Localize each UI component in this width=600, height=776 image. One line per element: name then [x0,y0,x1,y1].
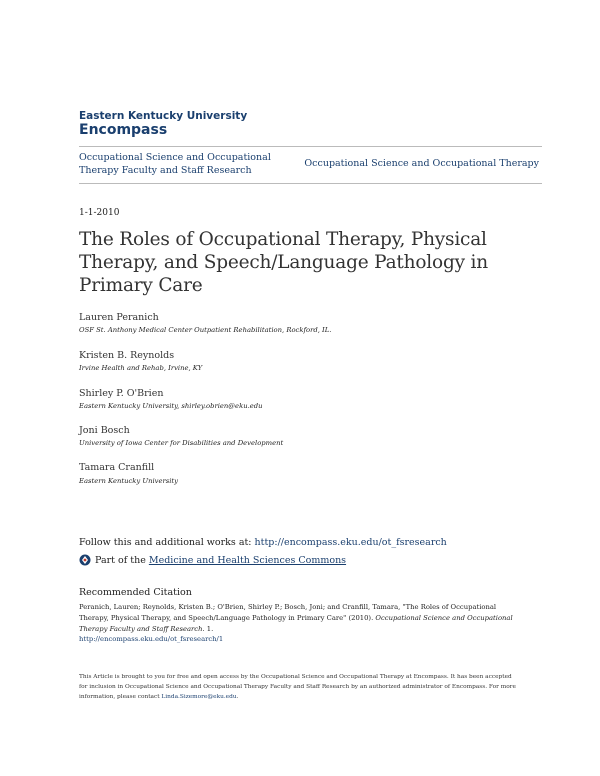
author-affiliation: Eastern Kentucky University, shirley.obrien@eku.edu [79,402,263,410]
collection-bar [79,146,542,184]
part-of-text: Part of the [95,554,146,566]
publication-date: 1-1-2010 [79,208,120,218]
article-title: The Roles of Occupational Therapy, Physical Therapy, and Speech/Language Pathology in Primary Care [79,229,488,296]
author-name: Joni Bosch [79,425,130,436]
commons-link[interactable]: Medicine and Health Sciences Commons [148,554,347,566]
author-affiliation: Eastern Kentucky University [79,477,178,485]
author-name: Kristen B. Reynolds [79,350,175,361]
citation-series: Occupational Science and Occupational Therapy Faculty and Staff Research [79,614,513,633]
part-of-line [79,554,346,566]
footer-notice [79,672,519,702]
citation-url-link[interactable]: http://encompass.eku.edu/ot_fsresearch/1 [79,635,224,643]
author-affiliation: University of Iowa Center for Disabilities and Development [79,439,284,447]
collection-link-faculty-research[interactable]: Occupational Science and Occupational Therapy Faculty and Staff Research [79,152,271,176]
follow-line [79,537,447,548]
author-affiliation: Irvine Health and Rehab, Irvine, KY [79,364,203,372]
citation-number: . 1. [202,625,214,633]
citation-authors-title: Peranich, Lauren; Reynolds, Kristen B.; O'Brien, Shirley P.; Bosch, Joni; and Cranfill, Tamara, "The Roles of Occupational Therapy, Physical Therapy, and Speech/Language Pathology in Primary Care" (2010). [79,603,497,622]
contact-email-link[interactable]: Linda.Sizemore@eku.edu [161,694,237,700]
footer-end: . [236,694,239,700]
collection-link-department[interactable]: Occupational Science and Occupational Therapy [304,158,539,169]
author-name: Shirley P. O'Brien [79,388,164,399]
follow-text: Follow this and additional works at: [79,537,255,548]
collection-url-link[interactable]: http://encompass.eku.edu/ot_fsresearch [254,537,447,548]
author-name: Lauren Peranich [79,312,159,323]
repository-name[interactable]: Encompass [79,122,168,138]
network-commons-icon [79,554,91,566]
citation-text [79,602,519,635]
footer-text: This Article is brought to you for free and open access by the Occupational Science and Occupational Therapy at Encompass. It has been accepted for inclusion in Occupational Science and Occupational Therapy Faculty and Staff Research by an authorized administrator of Encompass. For more information, please contact [79,674,516,700]
author-name: Tamara Cranfill [79,462,155,473]
recommended-citation-heading: Recommended Citation [79,587,192,598]
author-affiliation: OSF St. Anthony Medical Center Outpatient Rehabilitation, Rockford, IL. [79,326,332,334]
institution-name[interactable]: Eastern Kentucky University [79,110,248,122]
